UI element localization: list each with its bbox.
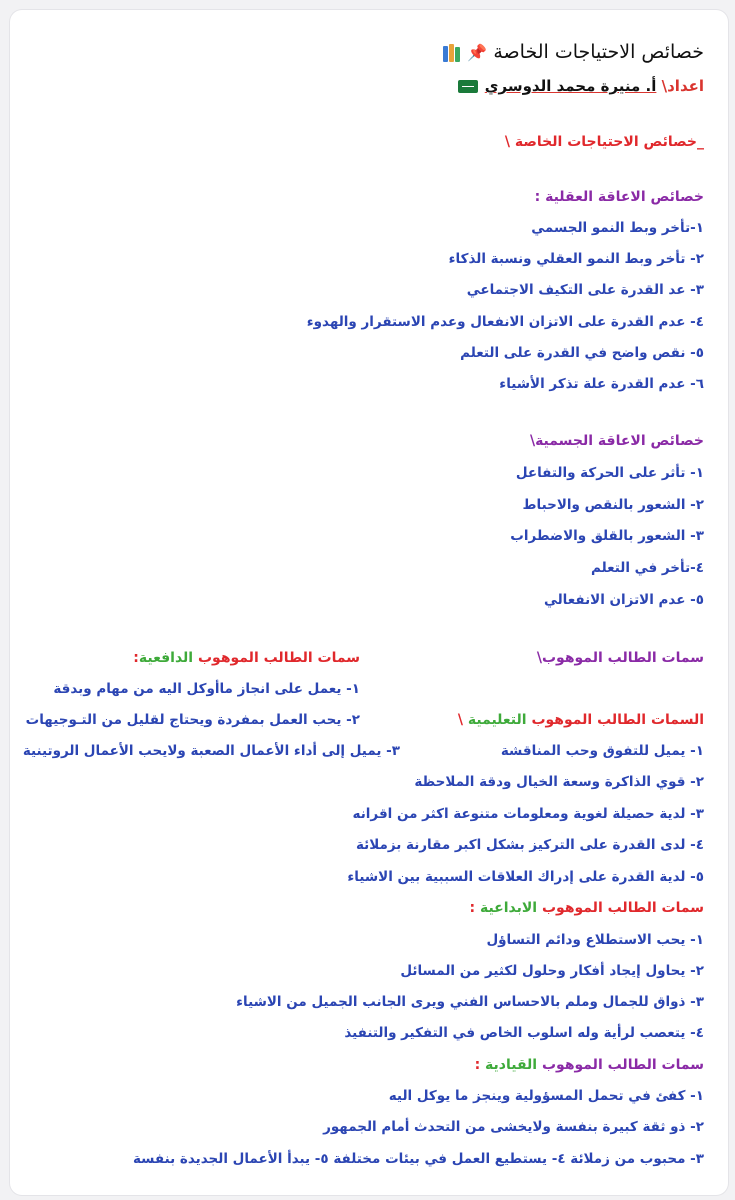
gifted-heading: سمات الطالب الموهوب\ <box>536 650 704 666</box>
list-item: ٤-تأخر في التعلم <box>591 560 704 576</box>
list-item: ١-تأخر وبط النمو الجسمي <box>531 220 704 236</box>
list-item: ٢- يحب العمل بمفردة ويحتاج لقليل من التـوجيهات <box>25 712 360 728</box>
list-item: ٤- عدم القدرة على الاتزان الانفعال وعدم الاستقرار والهدوء <box>306 314 704 330</box>
list-item: ٥- لدية القدرة على إدراك العلاقات السببية بين الاشياء <box>347 869 704 885</box>
list-item: ٥- نقص واضح في القدرة على التعلم <box>460 345 704 361</box>
list-item: ٢- تأخر وبط النمو العقلي ونسبة الذكاء <box>448 251 704 267</box>
list-item: ٢- يحاول إيجاد أفكار وحلول لكثير من المسائل <box>400 963 704 979</box>
saudi-flag-icon <box>458 80 478 93</box>
mental-heading: خصائص الاعاقة العقلية : <box>534 189 704 205</box>
creative-heading: سمات الطالب الموهوب الابداعية : <box>469 900 704 916</box>
list-item: ١- يحب الاستطلاع ودائم التساؤل <box>486 932 704 948</box>
list-item: ٣- يميل إلى أداء الأعمال الصعبة ولايحب الأعمال الروتينية <box>22 743 400 759</box>
list-item: ٢- الشعور بالنقص والاحباط <box>522 497 704 513</box>
author-line <box>458 76 704 96</box>
educational-heading: السمات الطالب الموهوب التعليمية \ <box>457 712 704 728</box>
motivation-heading: سمات الطالب الموهوب الدافعية: <box>133 650 360 666</box>
list-item: ٣- عد القدرة على التكيف الاجتماعي <box>466 282 704 298</box>
list-item: ٤- يتعصب لرأية وله اسلوب الخاص في التفكير والتنفيذ <box>344 1025 704 1041</box>
pushpin-icon: 📌 <box>467 42 488 62</box>
list-item: ٥- عدم الاتزان الانفعالي <box>543 592 704 608</box>
list-item: ٣- محبوب من زملائة ٤- يستطيع العمل في بيئات مختلفة ٥- يبدأ الأعمال الجديدة بنفسة <box>132 1151 704 1167</box>
list-item: ١- يميل للتفوق وحب المناقشة <box>500 743 704 759</box>
books-icon <box>443 44 461 62</box>
author-label: اعداد\ <box>661 77 704 95</box>
list-item: ١- تأثر على الحركة والتفاعل <box>515 465 704 481</box>
list-item: ٢- قوي الذاكرة وسعة الخيال ودقة الملاحظة <box>414 774 704 790</box>
physical-heading: خصائص الاعاقة الجسمية\ <box>529 433 704 449</box>
page-title <box>443 42 704 63</box>
section-title: _خصائص الاحتياجات الخاصة \ <box>504 134 704 150</box>
list-item: ٣- الشعور بالقلق والاضطراب <box>510 528 704 544</box>
list-item: ٢- ذو ثقة كبيرة بنفسة ولايخشى من التحدث أمام الجمهور <box>323 1119 704 1135</box>
list-item: ٤- لدى القدرة على التركيز بشكل اكبر مقارنة بزملائة <box>356 837 704 853</box>
list-item: ٣- لدية حصيلة لغوية ومعلومات متنوعة اكثر من اقرانه <box>352 806 704 822</box>
list-item: ٦- عدم القدرة علة تذكر الأشياء <box>499 376 704 392</box>
list-item: ١- يعمل على انجاز ماأوكل اليه من مهام وبدقة <box>53 681 360 697</box>
list-item: ٣- ذواق للجمال وملم بالاحساس الفني ويرى الجانب الجميل من الاشياء <box>236 994 704 1010</box>
leadership-heading: سمات الطالب الموهوب القيادية : <box>474 1057 704 1073</box>
title-text: خصائص الاحتياجات الخاصة <box>493 41 704 63</box>
note-card <box>10 10 728 1195</box>
list-item: ١- كفئ في تحمل المسؤولية وينجز ما يوكل اليه <box>388 1088 704 1104</box>
author-name: أ. منيرة محمد الدوسري <box>484 77 657 95</box>
